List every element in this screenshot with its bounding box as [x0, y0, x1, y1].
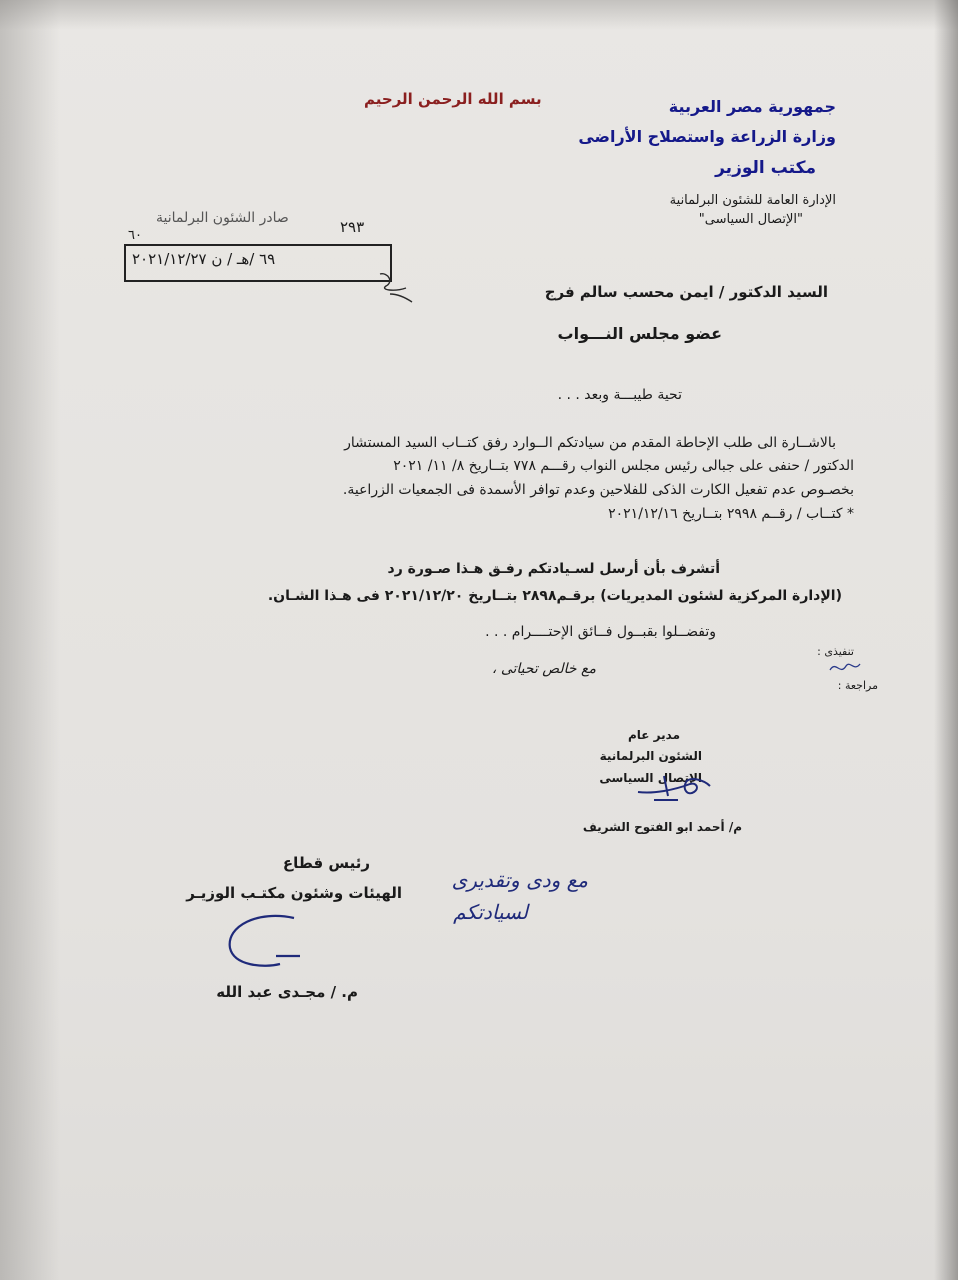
initials-mark	[372, 268, 418, 304]
ministry-name: وزارة الزراعة واستصلاح الأراضى	[578, 127, 836, 146]
honor-line2: (الإدارة المركزية لشئون المديريات) برقـم٢٨٩٨ بتــاريخ ٢٠٢١/١٢/٢٠ فى هـذا الشـان.	[267, 588, 842, 604]
signatory1-title-line1: مدير عام	[627, 728, 680, 742]
signatory1-name: م/ أحمد ابو الفتوح الشريف	[582, 820, 742, 834]
body-paragraph-line2: الدكتور / حنفى على جبالى رئيس مجلس النواب رقـــم ٧٧٨ بتــاريخ ٨/ ١١/ ٢٠٢١	[393, 458, 854, 474]
department-line1: الإدارة العامة للشئون البرلمانية	[669, 193, 836, 208]
closing-respect: وتفضــلوا بقبــول فــائق الإحتــــرام . . .	[485, 624, 716, 640]
signatory1-title-line3: الإتصال السياسى	[599, 771, 702, 785]
body-paragraph-line3: بخصـوص عدم تفعيل الكارت الذكى للفلاحين وعدم توافر الأسمدة فى الجمعيات الزراعية.	[342, 482, 854, 498]
recipient-title: عضو مجلس النـــواب	[557, 324, 722, 343]
signatory2-signature	[218, 910, 308, 980]
signatory1-title-line2: الشئون البرلمانية	[599, 749, 702, 763]
recipient-name: السيد الدكتور / ايمن محسب سالم فرج	[544, 283, 828, 301]
outgoing-number-top: ٢٩٣	[340, 218, 365, 236]
outgoing-number-side: ٦٠	[128, 228, 142, 243]
body-paragraph-line4: * كتــاب / رقــم ٢٩٩٨ بتــاريخ ٢٠٢١/١٢/١٦	[608, 506, 854, 522]
outgoing-stamp-box-text: ٦٩ /هـ / ن ٢٠٢١/١٢/٢٧	[132, 250, 276, 268]
closing-greetings: مع خالص تحياتى ،	[491, 661, 596, 677]
honor-line1: أتشرف بأن أرسل لسـيادتكم رفـق هـذا صـورة رد	[387, 561, 720, 577]
execution-label: تنفيذى :	[817, 645, 854, 658]
signatory2-name: م. / مجـدى عبد الله	[216, 983, 358, 1001]
body-paragraph-line1: بالاشــارة الى طلب الإحاطة المقدم من سيادتكم الــوارد رفق كتــاب السيد المستشار	[344, 435, 836, 451]
signatory1-signature	[634, 770, 714, 810]
execution-initials	[828, 658, 862, 678]
paper-top-fold	[0, 0, 958, 30]
paper-left-shadow	[0, 0, 60, 1280]
signatory2-title-line2: الهيئات وشئون مكتـب الوزيـر	[186, 884, 402, 902]
handwritten-note-line2: لسيادتكم	[453, 900, 528, 924]
greeting: تحية طيبـــة وبعد . . .	[557, 387, 682, 403]
outgoing-stamp-label: صادر الشئون البرلمانية	[156, 210, 289, 226]
office-name: مكتب الوزير	[715, 158, 816, 178]
republic-name: جمهورية مصر العربية	[668, 97, 836, 116]
basmala: بسم الله الرحمن الرحيم	[364, 90, 542, 108]
department-line2: "الإتصال السياسى"	[698, 212, 803, 227]
signatory2-title-line1: رئيس قطاع	[282, 854, 370, 872]
review-label: مراجعة :	[837, 679, 878, 692]
paper-right-fold	[934, 0, 958, 1280]
handwritten-note-line1: مع ودى وتقديرى	[451, 868, 588, 892]
